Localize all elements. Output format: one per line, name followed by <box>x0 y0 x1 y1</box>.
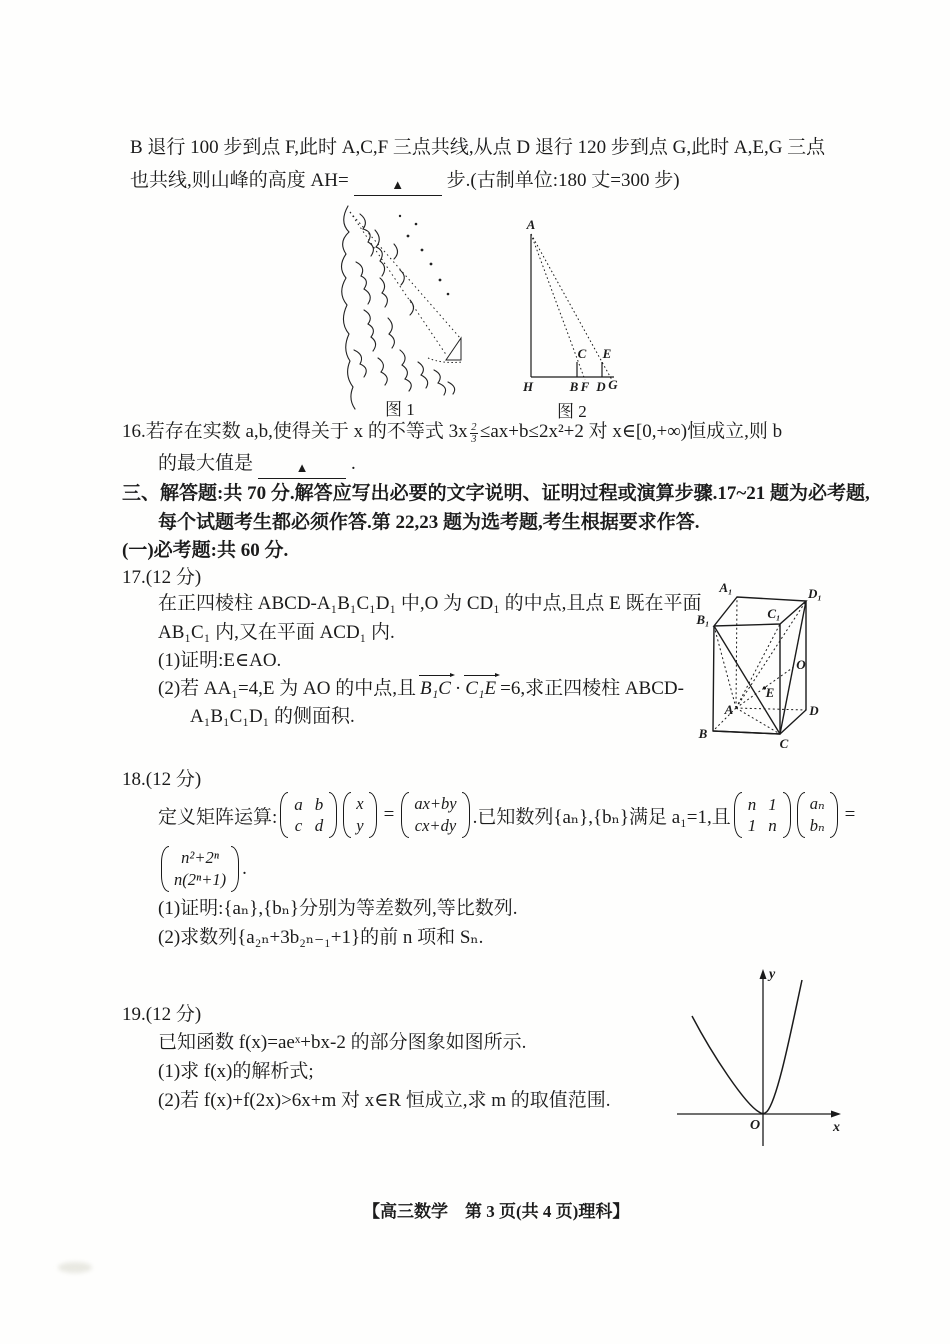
q16-line-2 <box>158 452 356 479</box>
q16-text-c: 的最大值是 <box>158 453 254 474</box>
matrix-abcd: a b c d <box>280 792 337 838</box>
figure-2-caption: 图 2 <box>557 402 587 421</box>
q18-intro-text: 定义矩阵运算: <box>158 806 278 828</box>
q17-line-2: AB₁C₁ 内,又在平面 ACD₁ 内. <box>158 622 395 643</box>
prism-label-A: A <box>724 702 734 717</box>
q17-number: 17.(12 分) <box>122 567 202 588</box>
graph-label-y: y <box>769 967 776 982</box>
q17-part-1: (1)证明:E∈AO. <box>158 650 282 671</box>
q17-line-5: A₁B₁C₁D₁ 的侧面积. <box>190 706 355 727</box>
intro-line-2-post: 步.(古制单位:180 丈=300 步) <box>446 170 680 191</box>
q16-text-b: ≤ax+b≤2x²+2 对 x∈[0,+∞)恒成立,则 b <box>479 421 783 442</box>
intro-line-2 <box>130 169 680 196</box>
vector-axby: ax+by cx+dy <box>401 792 469 838</box>
q19-part-1: (1)求 f(x)的解析式; <box>158 1061 314 1082</box>
intro-line-2-pre: 也共线,则山峰的高度 AH= <box>130 170 349 191</box>
prism-label-B: B <box>698 726 708 741</box>
q18-matrix-equation-line <box>158 788 859 842</box>
prism-label-D: D <box>809 703 819 718</box>
intro-line-1: B 退行 100 步到点 F,此时 A,C,F 三点共线,从点 D 退行 120 步到点 G,此时 A,E,G 三点 <box>130 137 826 158</box>
answer-blank-triangle: ▲ <box>354 175 442 196</box>
figure-prism <box>688 572 878 767</box>
q17-line-1: 在正四棱柱 ABCD-A₁B₁C₁D₁ 中,O 为 CD₁ 的中点,且点 E 既在平面 <box>158 593 702 614</box>
q18-mid-text: .已知数列{aₙ},{bₙ}满足 a₁=1,且 <box>472 806 731 828</box>
matrix-n11n: n 1 1 n <box>734 792 791 838</box>
q19-number: 19.(12 分) <box>122 1004 202 1025</box>
page-footer: 【高三数学 第 3 页(共 4 页)理科】 <box>363 1202 630 1221</box>
fig2-label-F: F <box>580 379 590 394</box>
q18-period: . <box>242 858 247 879</box>
prism-label-B1: B₁ <box>696 612 710 627</box>
fig2-label-B: B <box>569 379 579 394</box>
q16-number: 16. <box>122 421 146 442</box>
fig2-label-G: G <box>608 377 618 392</box>
q17-dot-operator: · <box>454 678 462 699</box>
figure-1-mountain-sketch <box>330 200 475 412</box>
q17-part-2 <box>158 677 684 701</box>
q19-line-1: 已知函数 f(x)=aeˣ+bx-2 的部分图象如图所示. <box>158 1032 527 1053</box>
prism-label-C1: C₁ <box>767 606 781 621</box>
q18-part-2: (2)求数列{a₂ₙ+3b₂ₙ₋₁+1}的前 n 项和 Sₙ. <box>158 927 484 948</box>
q16-answer-blank: ▲ <box>258 458 346 479</box>
graph-label-x: x <box>833 1120 840 1135</box>
figure-2-survey-diagram <box>495 205 660 405</box>
fig2-label-A: A <box>526 217 536 232</box>
fig2-label-E: E <box>602 346 612 361</box>
q19-part-2: (2)若 f(x)+f(2x)>6x+m 对 x∈R 恒成立,求 m 的取值范围. <box>158 1090 611 1111</box>
section3-part1-header: (一)必考题:共 60 分. <box>122 540 289 561</box>
fig2-label-C: C <box>577 346 587 361</box>
q16-line-1 <box>122 420 782 445</box>
q17-part2-post: =6,求正四棱柱 ABCD- <box>500 678 684 699</box>
bird-dots <box>399 215 450 295</box>
q18-equals-1: = <box>383 804 395 825</box>
section3-header-line-2: 每个试题考生都必须作答.第 22,23 题为选考题,考生根据要求作答. <box>158 512 700 533</box>
vector-anbn: aₙ bₙ <box>797 792 838 838</box>
graph-label-O: O <box>750 1118 761 1133</box>
figure-1-caption: 图 1 <box>385 400 415 419</box>
q18-result-vector-line <box>158 843 247 895</box>
figure-function-graph <box>655 958 895 1158</box>
q16-text-a: 若存在实数 a,b,使得关于 x 的不等式 3x <box>145 421 468 442</box>
scan-smudge <box>58 1262 92 1273</box>
q18-number: 18.(12 分) <box>122 769 202 790</box>
prism-label-C: C <box>779 736 789 751</box>
vector-xy: x y <box>343 792 376 838</box>
q16-text-d: . <box>351 453 356 474</box>
q18-equals-2: = <box>844 804 856 825</box>
q18-part-1: (1)证明:{aₙ},{bₙ}分别为等差数列,等比数列. <box>158 898 518 919</box>
prism-label-D1: D₁ <box>808 586 822 601</box>
section3-header-line-1: 三、解答题:共 70 分.解答应写出必要的文字说明、证明过程或演算步骤.17~21 题为必考题, <box>122 483 870 504</box>
q17-vector-C1E: C₁E <box>462 678 499 699</box>
vector-result: n²+2ⁿ n(2ⁿ+1) <box>161 846 239 892</box>
fig2-label-D: D <box>596 379 606 394</box>
q17-vector-B1C: B₁C <box>417 678 454 699</box>
prism-label-E: E <box>765 685 775 700</box>
fig2-label-H: H <box>522 379 534 394</box>
prism-label-O: O <box>796 657 806 672</box>
q16-exponent-fraction: $\frac{2}{3}$ <box>471 422 477 446</box>
prism-label-A1: A₁ <box>719 580 733 595</box>
q17-part2-pre: (2)若 AA₁=4,E 为 AO 的中点,且 <box>158 678 416 699</box>
